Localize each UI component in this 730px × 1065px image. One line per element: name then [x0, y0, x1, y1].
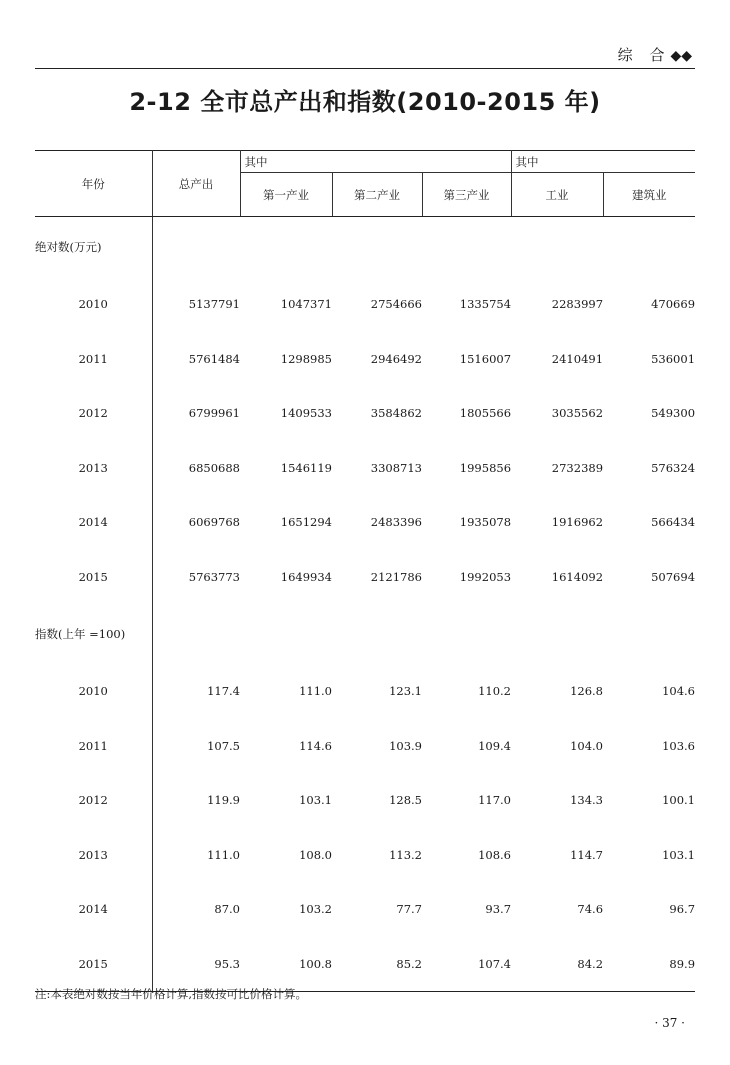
cell-tertiary: 109.4	[478, 738, 512, 753]
cell-primary: 100.8	[240, 937, 332, 992]
header-primary: 第一产业	[240, 173, 332, 217]
cell-secondary: 85.2	[332, 937, 422, 992]
cell-construction: 549300	[651, 406, 696, 421]
cell-industry: 3035562	[551, 406, 604, 421]
header-tertiary: 第三产业	[422, 173, 511, 217]
cell-primary: 111.0	[299, 684, 332, 699]
cell-tertiary: 117.0	[478, 793, 512, 808]
cell-year: 2013	[35, 828, 152, 883]
section-label: 绝对数(万元)	[35, 217, 152, 278]
cell-year: 2014	[35, 882, 152, 937]
cell-year: 2010	[35, 664, 152, 719]
cell-tertiary: 107.4	[422, 937, 511, 992]
cell-tertiary: 1805566	[459, 406, 512, 421]
cell-industry: 104.0	[570, 738, 604, 753]
cell-tertiary: 108.6	[478, 847, 512, 862]
cell-tertiary: 110.2	[478, 684, 512, 699]
table-row	[35, 828, 695, 883]
cell-primary: 114.6	[299, 738, 332, 753]
cell-tertiary: 93.7	[485, 902, 512, 917]
page-number: · 37 ·	[654, 1016, 685, 1030]
cell-tertiary: 1992053	[459, 569, 512, 584]
header-group-sectors: 其中	[240, 151, 511, 173]
cell-primary: 103.1	[299, 793, 332, 808]
table-row	[35, 386, 695, 441]
cell-tertiary: 1995856	[459, 460, 512, 475]
data-table	[35, 150, 695, 992]
cell-industry: 134.3	[570, 793, 604, 808]
cell-total: 87.0	[214, 902, 240, 917]
table-row	[35, 495, 695, 550]
section-row-index	[35, 604, 695, 664]
cell-total: 107.5	[207, 738, 240, 753]
table-row	[35, 664, 695, 719]
cell-construction: 103.1	[662, 847, 696, 862]
cell-primary: 1546119	[280, 460, 332, 475]
cell-secondary: 2946492	[370, 351, 422, 366]
cell-primary: 103.2	[299, 902, 332, 917]
cell-secondary: 2754666	[370, 297, 422, 312]
section-tag-text: 综 合	[617, 46, 671, 64]
table-note: 注:本表绝对数按当年价格计算,指数按可比价格计算。	[35, 987, 308, 1001]
header-total: 总产出	[152, 151, 240, 217]
cell-construction: 470669	[651, 297, 696, 312]
table-row	[35, 937, 695, 992]
section-tag	[618, 44, 692, 65]
header-year: 年份	[35, 151, 152, 217]
cell-construction: 507694	[651, 569, 696, 584]
cell-total: 6799961	[188, 406, 240, 421]
cell-total: 95.3	[152, 937, 240, 992]
cell-total: 5763773	[188, 569, 240, 584]
cell-construction: 566434	[651, 515, 696, 530]
cell-secondary: 3584862	[370, 406, 422, 421]
cell-construction: 103.6	[662, 738, 696, 753]
diamond-icon: ◆◆	[670, 48, 692, 64]
cell-primary: 108.0	[299, 847, 332, 862]
cell-total: 111.0	[207, 847, 240, 862]
cell-year: 2014	[35, 495, 152, 550]
cell-year: 2013	[35, 441, 152, 496]
cell-total: 5761484	[188, 351, 240, 366]
cell-total: 6850688	[188, 460, 240, 475]
cell-primary: 1409533	[280, 406, 332, 421]
cell-total: 5137791	[188, 297, 240, 312]
cell-industry: 74.6	[577, 902, 604, 917]
cell-secondary: 103.9	[389, 738, 422, 753]
cell-primary: 1651294	[280, 515, 332, 530]
cell-year: 2012	[35, 773, 152, 828]
table-row	[35, 719, 695, 774]
cell-secondary: 2121786	[370, 569, 422, 584]
cell-construction: 576324	[651, 460, 696, 475]
header-rule	[35, 68, 695, 69]
header-construction: 建筑业	[603, 173, 695, 217]
cell-year: 2011	[35, 332, 152, 387]
cell-industry: 2283997	[551, 297, 604, 312]
cell-construction: 536001	[651, 351, 696, 366]
cell-tertiary: 1516007	[459, 351, 512, 366]
header-group-secondary-detail: 其中	[511, 151, 695, 173]
header-industry: 工业	[511, 173, 603, 217]
cell-year: 2015	[35, 550, 152, 605]
cell-total: 6069768	[188, 515, 240, 530]
cell-total: 117.4	[207, 684, 240, 699]
cell-primary: 1047371	[280, 297, 332, 312]
table-row	[35, 882, 695, 937]
cell-industry: 2732389	[551, 460, 604, 475]
table-row	[35, 550, 695, 605]
cell-construction: 96.7	[669, 902, 696, 917]
table-row	[35, 441, 695, 496]
cell-industry: 126.8	[570, 684, 604, 699]
cell-secondary: 77.7	[396, 902, 422, 917]
table-row	[35, 332, 695, 387]
cell-total: 119.9	[207, 793, 240, 808]
cell-year: 2012	[35, 386, 152, 441]
cell-construction: 89.9	[603, 937, 695, 992]
cell-secondary: 3308713	[370, 460, 422, 475]
cell-construction: 104.6	[662, 684, 696, 699]
cell-secondary: 113.2	[389, 847, 422, 862]
section-row-absolute	[35, 217, 695, 278]
section-label: 指数(上年 =100)	[35, 604, 152, 664]
cell-industry: 114.7	[570, 847, 604, 862]
page-title: 2-12 全市总产出和指数(2010-2015 年)	[129, 88, 601, 116]
cell-primary: 1649934	[280, 569, 332, 584]
cell-industry: 1916962	[551, 515, 604, 530]
cell-industry: 84.2	[511, 937, 603, 992]
cell-secondary: 128.5	[389, 793, 422, 808]
table-row	[35, 277, 695, 332]
cell-primary: 1298985	[280, 351, 332, 366]
cell-industry: 2410491	[551, 351, 604, 366]
cell-tertiary: 1335754	[459, 297, 512, 312]
cell-construction: 100.1	[662, 793, 696, 808]
cell-secondary: 123.1	[389, 684, 422, 699]
table-row	[35, 773, 695, 828]
header-secondary: 第二产业	[332, 173, 422, 217]
cell-year: 2010	[35, 277, 152, 332]
cell-year: 2015	[35, 937, 152, 992]
cell-year: 2011	[35, 719, 152, 774]
cell-tertiary: 1935078	[459, 515, 512, 530]
cell-industry: 1614092	[551, 569, 604, 584]
cell-secondary: 2483396	[370, 515, 422, 530]
